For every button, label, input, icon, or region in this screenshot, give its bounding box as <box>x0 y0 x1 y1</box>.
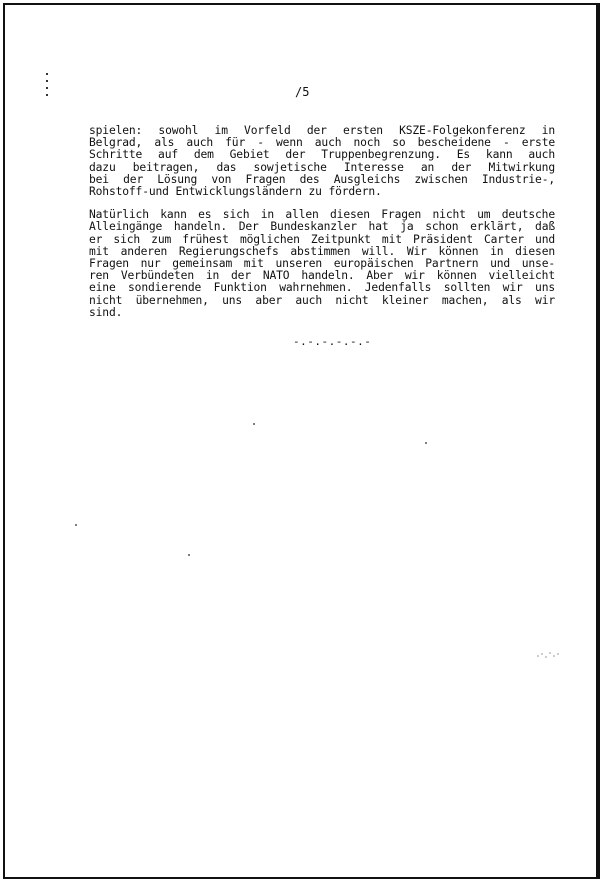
punch-mark <box>46 94 48 96</box>
scan-smudge <box>535 648 561 660</box>
text-line: Rohstoff-und Entwicklungsländern zu fördern. <box>89 186 382 199</box>
margin-punch-marks <box>46 73 50 101</box>
scan-speck <box>425 442 427 444</box>
text-line: Fragen nur gemeinsam mit unseren europäischen Partnern und unse- <box>89 258 555 271</box>
text-line: mit anderen Regierungschefs abstimmen will. Wir können in diesen <box>89 245 555 258</box>
text-line: spielen: sowohl im Vorfeld der ersten KSZE-Folgekonferenz in <box>89 125 555 137</box>
scan-speck <box>75 524 77 526</box>
body-text <box>89 125 555 330</box>
text-line: dazu beitragen, das sowjetische Interesse an der Mitwirkung <box>89 161 555 174</box>
punch-mark <box>46 87 48 89</box>
text-line: sind. <box>89 306 123 319</box>
document-page <box>3 3 600 879</box>
punch-mark <box>46 73 48 75</box>
scan-speck <box>253 423 255 425</box>
text-line: eine sondierende Funktion wahrnehmen. Jedenfalls sollten wir uns <box>89 282 555 295</box>
text-line: ren Verbündeten in der NATO handeln. Aber wir können vielleicht <box>89 270 555 283</box>
scan-speck <box>188 554 190 556</box>
text-line: bei der Lösung von Fragen des Ausgleichs zwischen Industrie-, <box>89 173 555 186</box>
text-line: er sich zum frühest möglichen Zeitpunkt mit Präsident Carter und <box>89 233 555 246</box>
text-line: Belgrad, als auch für - wenn auch noch so bescheidene - erste <box>89 137 555 150</box>
page-number: /5 <box>295 85 310 99</box>
punch-mark <box>46 80 48 82</box>
text-line: Natürlich kann es sich in allen diesen Fragen nicht um deutsche <box>89 209 555 222</box>
paragraph-1 <box>89 125 555 198</box>
text-line: Alleingänge handeln. Der Bundeskanzler hat ja schon erklärt, daß <box>89 221 555 234</box>
paragraph-2 <box>89 209 555 319</box>
text-line: nicht übernehmen, uns aber auch nicht kleiner machen, als wir <box>89 294 555 307</box>
end-mark: -.-.-.-.-.- <box>293 335 372 348</box>
text-line: Schritte auf dem Gebiet der Truppenbegrenzung. Es kann auch <box>89 149 555 162</box>
